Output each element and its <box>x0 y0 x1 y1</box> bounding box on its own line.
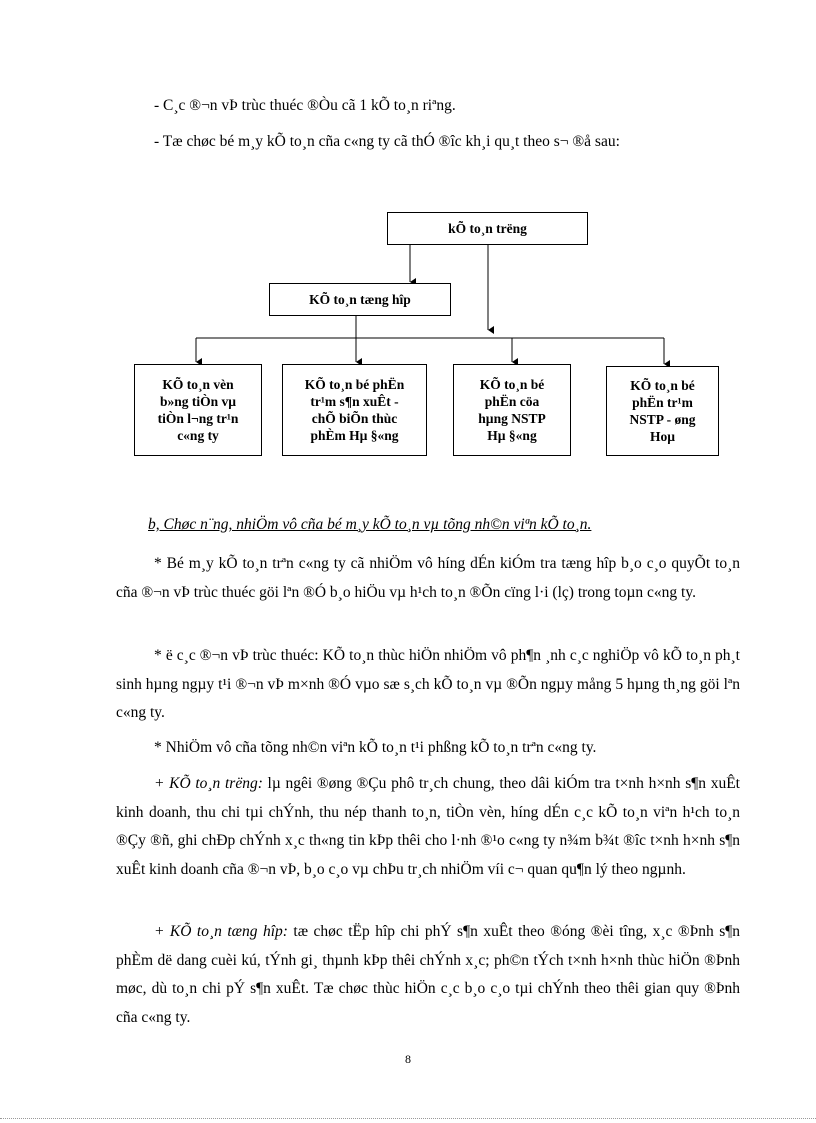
chief-accountant-box <box>387 212 588 245</box>
page-number: 8 <box>405 1052 411 1066</box>
paragraph-2-text: * ë c¸c ®¬n vÞ trùc thuéc: KÕ to¸n thùc hiÖn nhiÖm vô ph¶n ¸nh c¸c nghiÖp vô kÕ to¸n ph¸t sinh hµng ngµy t¹i ®¬n vÞ m×nh ®Ó vµo sæ s¸ch kÕ to¸n vµ ®Õn ngµy mång 5 hµng th¸ng göi lªn c«ng ty. <box>116 647 740 721</box>
ung-hoa-station-accountant-box <box>606 366 719 456</box>
paragraph-1-text: * Bé m¸y kÕ to¸n trªn c«ng ty cã nhiÖm vô híng dÉn kiÓm tra tæng hîp b¸o c¸o quyÕt to¸n cña ®¬n vÞ trùc thuéc göi lªn ®Ó b¸o hiÖu vµ h¹ch to¸n ®Õn cïng l·i (lç) trong toµn c«ng ty. <box>116 555 740 601</box>
paragraph-4-text: lµ ngêi ®øng ®Çu phô tr¸ch chung, theo dâi kiÓm tra t×nh h×nh s¶n xuÊt kinh doanh, thu chi tµi chÝnh, thu nép thanh to¸n, tiÒn vèn, híng dÉn c¸c kÕ to¸n viªn h¹ch to¸n ®Çy ®ñ, ghi chÐp chÝnh x¸c th«ng tin kÞp thêi cho l·nh ®¹o c«ng ty n¾m b¾t ®îc t×nh h×nh s¶n xuÊt kinh doanh cña ®¬n vÞ, b¸o c¸o vµ chÞu tr¸ch nhiÖm víi c¬ quan qu¶n lý theo ngµnh. <box>116 775 740 878</box>
store-accountant-box <box>453 364 571 456</box>
paragraph-5-text: tæ chøc tËp hîp chi phÝ s¶n xuÊt theo ®óng ®èi tîng, x¸c ®Þnh s¶n phÈm dë dang cuèi kú, tÝnh gi¸ thµnh kÞp thêi chÝnh x¸c; ph©n tÝch t×nh h×nh thùc hiÖn ®Þnh møc, dù to¸n chi pÝ s¶n xuÊt. Tæ chøc thùc hiÖn c¸c b¸o c¸o tµi chÝnh theo thêi gian quy ®Þnh cña c«ng ty. <box>116 923 740 1026</box>
production-station-accountant-box <box>282 364 427 456</box>
intro-line-2: - Tæ chøc bé m¸y kÕ to¸n cña c«ng ty cã thÓ ®îc kh¸i qu¸t theo s¬ ®å sau: <box>154 133 620 150</box>
paragraph-5-lead: + KÕ to¸n tæng hîp: <box>154 923 288 940</box>
intro-line-1: - C¸c ®¬n vÞ trùc thuéc ®Òu cã 1 kÕ to¸n riªng. <box>154 97 456 114</box>
paragraph-3 <box>116 734 740 763</box>
paragraph-2 <box>116 642 740 728</box>
paragraph-4 <box>116 770 740 884</box>
ung-hoa-station-accountant-label: KÕ to¸n bé phËn tr¹m NSTP - øng Hoµ <box>629 378 696 444</box>
cash-payroll-accountant-label: KÕ to¸n vèn b»ng tiÒn vµ tiÒn l¬ng tr¹n c«ng ty <box>157 377 239 443</box>
paragraph-5 <box>116 918 740 1032</box>
paragraph-4-lead: + KÕ to¸n trëng: <box>154 775 263 792</box>
chief-accountant-label: kÕ to¸n trëng <box>448 221 527 236</box>
paragraph-3-text: * NhiÖm vô cña tõng nh©n viªn kÕ to¸n t¹i phßng kÕ to¸n trªn c«ng ty. <box>154 739 597 756</box>
cash-payroll-accountant-box <box>134 364 262 456</box>
paragraph-1 <box>116 550 740 607</box>
general-accountant-box <box>269 283 451 316</box>
section-title: b, Chøc n¨ng, nhiÖm vô cña bé m¸y kÕ to¸n vµ tõng nh©n viªn kÕ to¸n. <box>148 516 592 533</box>
store-accountant-label: KÕ to¸n bé phËn cöa hµng NSTP Hµ §«ng <box>478 377 546 443</box>
general-accountant-label: KÕ to¸n tæng hîp <box>309 292 411 307</box>
production-station-accountant-label: KÕ to¸n bé phËn tr¹m s¶n xuÊt - chÕ biÕn thùc phÈm Hµ §«ng <box>304 377 405 443</box>
footer-divider <box>0 1118 816 1120</box>
